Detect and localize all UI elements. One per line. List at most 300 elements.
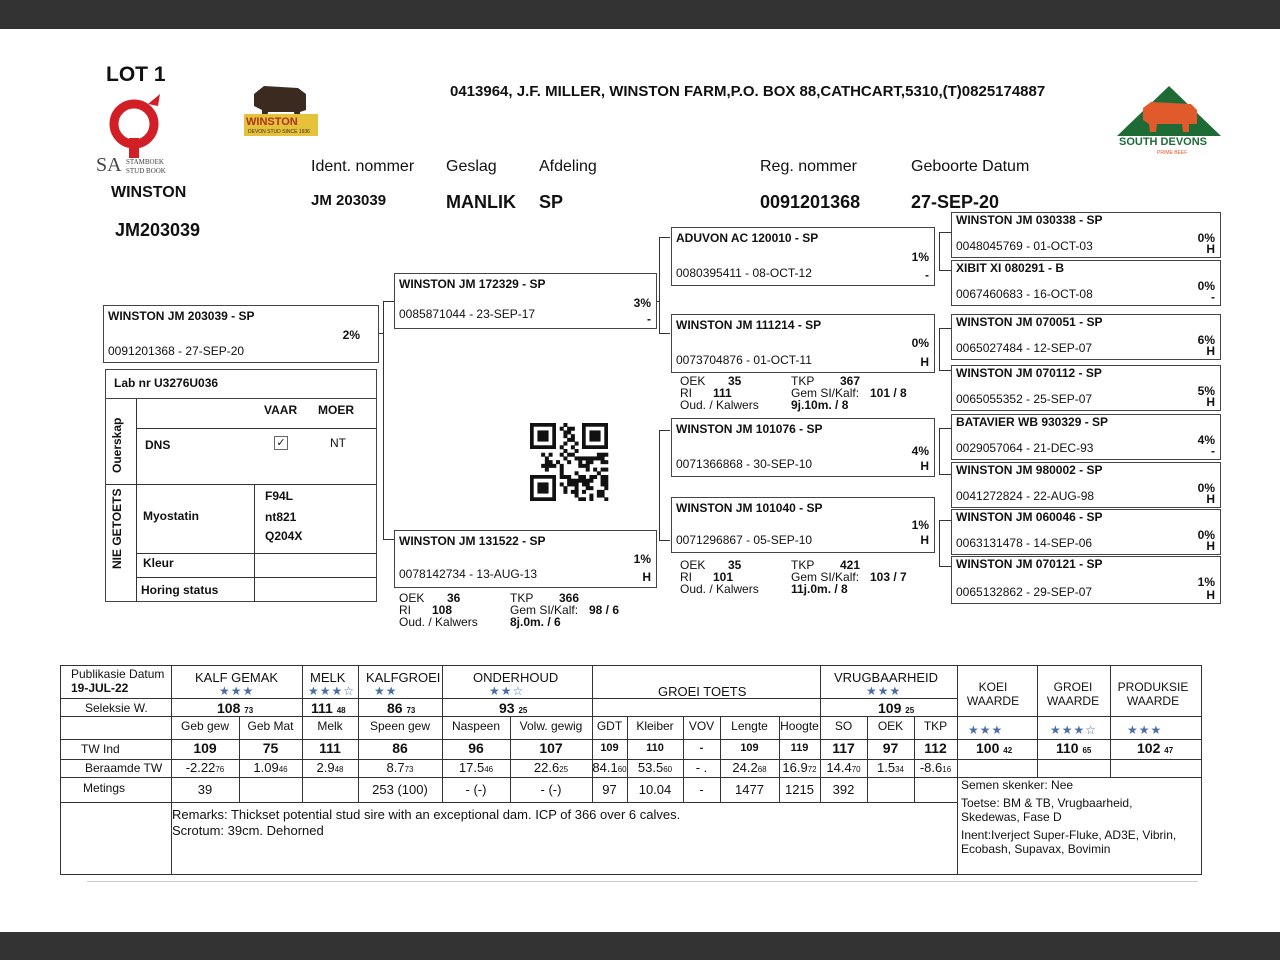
sire-name: WINSTON JM 172329 - SP: [399, 277, 546, 291]
met-cell: [720, 782, 779, 797]
tw-value: 107: [539, 740, 563, 756]
sel-kalfgroei: 86: [387, 700, 403, 716]
stat-gem: 103 / 7: [870, 570, 907, 584]
stat-ri-l: RI: [399, 603, 411, 617]
ber-value: - .: [695, 760, 708, 775]
nie-getoets-label: NIE GETOETS: [110, 488, 124, 569]
col-header: Naspeen: [451, 719, 501, 733]
ber-value: 1.5: [877, 760, 896, 775]
ber-value: 53.5: [637, 760, 664, 775]
met-cell: [683, 782, 720, 797]
ss-gt: -: [925, 268, 929, 282]
devon-logo-sub: PRIME BEEF: [1157, 150, 1188, 156]
col-header: Geb Mat: [247, 719, 294, 733]
met-value: 253 (100): [372, 782, 428, 797]
stat-tkp: 366: [559, 591, 580, 605]
stars-koei: ★★★: [968, 723, 1004, 737]
ident-value: JM 203039: [311, 192, 387, 209]
col-header-cell: [779, 719, 820, 733]
grp-prod: PRODUKSIE WAARDE: [1117, 680, 1189, 708]
tw-cell: [914, 740, 957, 756]
stat-oud-l: Oud. / Kalwers: [680, 582, 759, 596]
dns-label: DNS: [145, 438, 171, 452]
semen-donor: Semen skenker: Nee: [961, 778, 1074, 792]
tw-value: 109: [600, 742, 619, 754]
dob-label: Geboorte Datum: [911, 158, 1030, 175]
gg-name: WINSTON JM 070112 - SP: [956, 366, 1102, 380]
gg-pct: 4%: [1197, 433, 1215, 447]
stat-ri: 108: [432, 603, 453, 617]
col-header: Melk: [317, 719, 343, 733]
ber-value: 14.4: [826, 760, 852, 775]
stat-gem: 101 / 8: [870, 386, 907, 400]
col-header-cell: [592, 719, 627, 733]
grp-kalf: KALF GEMAK: [195, 670, 279, 685]
col-header-cell: [302, 719, 358, 733]
seleksie-label: Seleksie W.: [85, 701, 148, 715]
winston-logo-sub: DEVON STUD SINCE 1936: [248, 129, 310, 135]
met-cell: [627, 782, 683, 797]
stat-ri: 111: [713, 386, 732, 400]
stat-oud-l: Oud. / Kalwers: [399, 615, 478, 629]
ber-acc: 60: [617, 765, 627, 774]
gg-gt: H: [1206, 344, 1215, 358]
ident-label: Ident. nommer: [311, 158, 415, 175]
stat-oek: 35: [728, 558, 742, 572]
grp-kalfgroei: KALFGROEI: [366, 670, 441, 685]
ber-acc: 76: [215, 765, 225, 774]
sel-vrug: 109: [878, 700, 902, 716]
gg-box: [951, 414, 1221, 460]
ber-value: 84.1: [592, 760, 618, 775]
dam-box: [394, 530, 657, 588]
col-header-cell: [867, 719, 914, 733]
top-bar: [0, 0, 1280, 29]
stat-oek-l: OEK: [680, 558, 706, 572]
stat-tkp-l: TKP: [791, 558, 815, 572]
dam-name: WINSTON JM 131522 - SP: [399, 534, 546, 548]
met-label: Metings: [83, 781, 126, 795]
tw-cell: [683, 740, 720, 754]
sd-name: WINSTON JM 111214 - SP: [676, 318, 822, 332]
ss-box: [671, 227, 935, 286]
moer-header: MOER: [318, 403, 354, 417]
gg-name: WINSTON JM 070121 - SP: [956, 557, 1103, 571]
sd-box: [671, 314, 935, 373]
subject-box: [103, 305, 379, 363]
gg-reg: 0065027484 - 12-SEP-07: [956, 341, 1093, 355]
myo-value-2: nt821: [265, 510, 297, 524]
stat-gem: 98 / 6: [589, 603, 620, 617]
dd-name: WINSTON JM 101040 - SP: [676, 501, 823, 515]
stars-melk: ★★★☆: [308, 684, 356, 698]
grp-groei-toets: GROEI TOETS: [658, 684, 747, 699]
stat-gem-l: Gem SI/Kalf:: [791, 570, 860, 584]
qr-code: [530, 423, 612, 501]
tw-value: 86: [392, 740, 408, 756]
stars-kalfgroei: ★★: [374, 684, 398, 698]
ber-cell: [720, 760, 779, 775]
ber-acc: 48: [334, 765, 344, 774]
ber-cell: [239, 760, 302, 775]
afdeling-value: SP: [539, 192, 564, 212]
ber-cell: [510, 760, 592, 775]
tw-cell: [867, 740, 914, 756]
devon-logo-text: SOUTH DEVONS: [1119, 136, 1208, 148]
gg-pct: 0%: [1197, 279, 1215, 293]
ber-value: 16.9: [782, 760, 808, 775]
col-header: Hoogte: [780, 719, 819, 733]
gg-gt: H: [1206, 242, 1215, 256]
tw-cell: [510, 740, 592, 756]
tw-cell: [442, 740, 510, 756]
lab-nr: Lab nr U3276U036: [114, 376, 219, 390]
geslag-value: MANLIK: [446, 192, 516, 212]
stat-tkp-l: TKP: [510, 591, 534, 605]
col-header-cell: [914, 719, 957, 733]
stat-tkp: 367: [840, 374, 861, 388]
footer-rule: [87, 881, 1198, 882]
ber-cell: [867, 760, 914, 775]
geslag-label: Geslag: [446, 158, 497, 175]
stat-oud: 9j.10m. / 8: [791, 398, 849, 412]
remarks-line-1: Remarks: Thickset potential stud sire with an exceptional dam. ICP of 366 over 6 calves.: [172, 807, 681, 822]
myo-value-1: F94L: [265, 489, 294, 503]
tw-cell: [779, 740, 820, 754]
ber-cell: [779, 760, 820, 775]
tw-cell: [592, 740, 627, 754]
col-header: VOV: [688, 719, 715, 733]
tw-value: 109: [193, 740, 217, 756]
ber-acc: 16: [942, 765, 952, 774]
met-value: - (-): [465, 782, 487, 797]
dd-box: [671, 497, 935, 553]
gg-reg: 0063131478 - 14-SEP-06: [956, 536, 1093, 550]
ber-acc: 34: [895, 765, 904, 774]
gg-gt: -: [1211, 290, 1215, 304]
tw-value: 109: [740, 742, 759, 754]
subject-reg: 0091201368 - 27-SEP-20: [108, 344, 245, 358]
dam-gt: H: [642, 570, 651, 584]
gg-gt: -: [1211, 444, 1215, 458]
sa-studbook-logo: [96, 92, 192, 182]
gg-reg: 0029057064 - 21-DEC-93: [956, 441, 1094, 455]
gg-name: XIBIT XI 080291 - B: [956, 261, 1065, 275]
ber-cell: [358, 760, 442, 775]
animal-id: JM203039: [115, 220, 201, 240]
ber-value: 2.9: [316, 760, 335, 775]
sire-pct: 3%: [633, 296, 651, 310]
stat-ri: 101: [713, 570, 734, 584]
stars-kalf: ★★★: [219, 684, 255, 698]
gg-reg: 0065055352 - 25-SEP-07: [956, 392, 1093, 406]
reg-value: 0091201368: [760, 192, 861, 212]
reg-label: Reg. nommer: [760, 158, 857, 175]
met-value: -: [699, 782, 704, 797]
met-cell: [171, 782, 239, 797]
stat-oud: 8j.0m. / 6: [510, 615, 561, 629]
sire-gt: -: [647, 312, 651, 326]
subject-pct: 2%: [342, 328, 360, 342]
sel-onderhoud-acc: 25: [518, 706, 528, 715]
sa-logo-text: SA: [96, 154, 122, 176]
ber-acc: 70: [851, 765, 861, 774]
gg-pct: 1%: [1197, 575, 1215, 589]
gg-gt: H: [1206, 395, 1215, 409]
col-header: Volw. gewig: [519, 719, 583, 733]
col-header: Kleiber: [636, 719, 674, 733]
tw-value: 111: [319, 740, 341, 756]
myo-value-3: Q204X: [265, 529, 303, 543]
ss-reg: 0080395411 - 08-OCT-12: [676, 266, 812, 280]
ber-acc: 60: [663, 765, 673, 774]
gg-pct: 0%: [1197, 481, 1215, 495]
ber-value: 17.5: [458, 760, 485, 775]
horing-label: Horing status: [141, 583, 219, 597]
gg-pct: 0%: [1197, 528, 1215, 542]
stat-ri-l: RI: [680, 570, 692, 584]
tw-value: -: [699, 742, 704, 754]
stars-prod: ★★★: [1127, 723, 1163, 737]
tw-cell: [302, 740, 358, 756]
tw-value: 96: [468, 740, 484, 756]
gg-name: WINSTON JM 070051 - SP: [956, 315, 1103, 329]
stat-gem-l: Gem SI/Kalf:: [791, 386, 860, 400]
col-header-cell: [683, 719, 720, 733]
dam-reg: 0078142734 - 13-AUG-13: [399, 567, 538, 581]
tw-koei-acc: 42: [1003, 746, 1013, 755]
met-cell: [779, 782, 820, 797]
gg-box: [951, 556, 1221, 604]
tw-groei: 110: [1056, 740, 1079, 756]
gg-box: [951, 365, 1221, 411]
dns-moer: NT: [330, 436, 346, 450]
myostatin-label: Myostatin: [143, 509, 200, 523]
sel-vrug-acc: 25: [905, 706, 915, 715]
sd-pct: 0%: [911, 336, 929, 350]
gg-name: WINSTON JM 980002 - SP: [956, 463, 1103, 477]
tw-value: 119: [790, 742, 809, 754]
ber-label: Beraamde TW: [85, 761, 163, 775]
gg-gt: H: [1206, 539, 1215, 553]
farm-name: WINSTON: [111, 184, 187, 201]
tw-cell: [720, 740, 779, 754]
ber-cell: [683, 760, 720, 775]
met-value: 392: [832, 782, 855, 797]
met-cell: [592, 782, 627, 797]
ber-value: 24.2: [732, 760, 758, 775]
gg-name: WINSTON JM 060046 - SP: [956, 510, 1103, 524]
stat-oud-l: Oud. / Kalwers: [680, 398, 759, 412]
ds-pct: 4%: [911, 444, 929, 458]
col-header-cell: [627, 719, 683, 733]
dd-gt: H: [920, 533, 929, 547]
tw-label: TW Ind: [81, 742, 120, 756]
kleur-label: Kleur: [143, 556, 174, 570]
gg-pct: 5%: [1197, 384, 1215, 398]
ber-acc: 73: [404, 765, 414, 774]
ber-acc: 46: [278, 765, 288, 774]
tw-prod-acc: 47: [1164, 746, 1174, 755]
dam-pct: 1%: [633, 552, 651, 566]
stars-groei: ★★★☆: [1050, 723, 1098, 737]
gg-gt: H: [1206, 588, 1215, 602]
evaluation-table: [60, 665, 1202, 875]
col-header: Speen gew: [369, 719, 431, 733]
ber-acc: 25: [559, 765, 569, 774]
owner-line: 0413964, J.F. MILLER, WINSTON FARM,P.O. BOX 88,CATHCART,5310,(T)0825174887: [450, 83, 1046, 100]
tw-value: 112: [924, 740, 947, 756]
sire-reg: 0085871044 - 23-SEP-17: [399, 307, 536, 321]
met-cell: [820, 782, 867, 797]
ber-value: 22.6: [533, 760, 560, 775]
met-value: 97: [602, 782, 617, 797]
dd-pct: 1%: [911, 518, 929, 532]
afdeling-label: Afdeling: [539, 158, 597, 175]
stat-oek: 35: [728, 374, 742, 388]
grp-melk: MELK: [310, 670, 346, 685]
ber-acc: 46: [484, 765, 494, 774]
tw-prod: 102: [1137, 740, 1161, 756]
dd-reg: 0071296867 - 05-SEP-10: [676, 533, 813, 547]
col-header: SO: [834, 719, 853, 733]
ds-box: [671, 418, 935, 477]
grp-onderhoud: ONDERHOUD: [473, 670, 559, 685]
stars-onderhoud: ★★☆: [489, 684, 525, 698]
tests: Toetse: BM & TB, Vrugbaarheid, Skedewas, Fase D: [961, 796, 1133, 824]
met-value: - (-): [540, 782, 562, 797]
col-header: Lengte: [731, 719, 768, 733]
stat-oek-l: OEK: [680, 374, 706, 388]
vaccinations: Inent:Iverject Super-Fluke, AD3E, Vibrin, Ecobash, Supavax, Bovimin: [961, 828, 1177, 856]
gg-name: BATAVIER WB 930329 - SP: [956, 415, 1109, 429]
tw-value: 117: [832, 740, 855, 756]
ber-value: -8.6: [919, 760, 943, 775]
sel-melk: 111: [311, 700, 333, 716]
ds-gt: H: [920, 459, 929, 473]
met-value: 39: [197, 782, 213, 797]
lab-grid: [105, 398, 377, 602]
remarks-line-2: Scrotum: 39cm. Dehorned: [172, 823, 324, 838]
dns-checkbox: ✓: [274, 436, 288, 450]
ss-name: ADUVON AC 120010 - SP: [676, 231, 819, 245]
met-cell: [510, 782, 592, 797]
vaar-header: VAAR: [264, 403, 298, 417]
col-header: OEK: [877, 719, 904, 733]
gg-box: [951, 462, 1221, 508]
tw-cell: [239, 740, 302, 756]
tw-cell: [171, 740, 239, 756]
lab-nr-box: [105, 369, 377, 399]
met-value: 10.04: [638, 782, 672, 797]
stat-oek-l: OEK: [399, 591, 425, 605]
sa-logo-sub1: STAMBOEK: [126, 158, 164, 166]
ds-reg: 0071366868 - 30-SEP-10: [676, 457, 813, 471]
lot-number: LOT 1: [106, 63, 166, 86]
tw-koei: 100: [976, 740, 1000, 756]
sire-box: [394, 273, 657, 329]
dob-value: 27-SEP-20: [911, 192, 1000, 212]
col-header-cell: [720, 719, 779, 733]
gg-reg: 0067460683 - 16-OCT-08: [956, 287, 1093, 301]
ber-value: -2.22: [185, 760, 216, 775]
col-header-cell: [358, 719, 442, 733]
stat-gem-l: Gem SI/Kalf:: [510, 603, 579, 617]
grp-vrug: VRUGBAARHEID: [834, 670, 939, 685]
tw-value: 75: [262, 740, 279, 756]
met-cell: [358, 782, 442, 797]
bottom-bar: [0, 932, 1280, 960]
ouerskap-label: Ouerskap: [110, 417, 124, 473]
stat-tkp: 421: [840, 558, 861, 572]
sel-kalf: 108: [217, 700, 241, 716]
col-header-cell: [239, 719, 302, 733]
gg-name: WINSTON JM 030338 - SP: [956, 213, 1103, 227]
gg-reg: 0041272824 - 22-AUG-98: [956, 489, 1095, 503]
sd-reg: 0073704876 - 01-OCT-11: [676, 353, 812, 367]
stars-vrug: ★★★: [866, 684, 902, 698]
gg-box: [951, 260, 1221, 306]
winston-logo-text: WINSTON: [246, 116, 298, 128]
col-header-cell: [442, 719, 510, 733]
sel-kalfgroei-acc: 73: [406, 706, 416, 715]
tw-cell: [358, 740, 442, 756]
stat-oud: 11j.0m. / 8: [791, 582, 848, 596]
gg-reg: 0065132862 - 29-SEP-07: [956, 585, 1093, 599]
col-header-cell: [171, 719, 239, 733]
subject-name: WINSTON JM 203039 - SP: [108, 309, 255, 323]
pub-date: 19-JUL-22: [71, 681, 129, 695]
winston-logo: [240, 76, 322, 146]
tw-value: 110: [646, 742, 664, 754]
stat-tkp-l: TKP: [791, 374, 815, 388]
ber-cell: [627, 760, 683, 775]
ber-cell: [592, 760, 627, 775]
col-header-cell: [510, 719, 592, 733]
sel-melk-acc: 48: [336, 706, 346, 715]
sd-gt: H: [920, 355, 929, 369]
ber-cell: [820, 760, 867, 775]
ss-pct: 1%: [911, 250, 929, 264]
met-value: 1477: [735, 782, 764, 797]
ber-value: 1.09: [253, 760, 279, 775]
met-value: 1215: [785, 782, 814, 797]
south-devons-logo: [1117, 86, 1221, 160]
tw-cell: [820, 740, 867, 756]
stat-oek: 36: [447, 591, 461, 605]
gg-box: [951, 212, 1221, 258]
gg-pct: 0%: [1197, 231, 1215, 245]
pub-label: Publikasie Datum: [71, 667, 165, 681]
ber-acc: 72: [807, 765, 817, 774]
tw-value: 97: [882, 740, 899, 756]
stat-ri-l: RI: [680, 386, 692, 400]
ber-cell: [302, 760, 358, 775]
tw-cell: [627, 740, 683, 754]
met-cell: [442, 782, 510, 797]
sa-logo-sub2: STUD BOOK: [126, 167, 166, 175]
ber-value: 8.7: [386, 760, 405, 775]
gg-box: [951, 314, 1221, 360]
col-header-cell: [820, 719, 867, 733]
gg-reg: 0048045769 - 01-OCT-03: [956, 239, 1093, 253]
gg-gt: H: [1206, 492, 1215, 506]
ber-acc: 68: [757, 765, 767, 774]
ber-cell: [171, 760, 239, 775]
sel-kalf-acc: 73: [244, 706, 254, 715]
ds-name: WINSTON JM 101076 - SP: [676, 422, 823, 436]
col-header: GDT: [596, 719, 623, 733]
